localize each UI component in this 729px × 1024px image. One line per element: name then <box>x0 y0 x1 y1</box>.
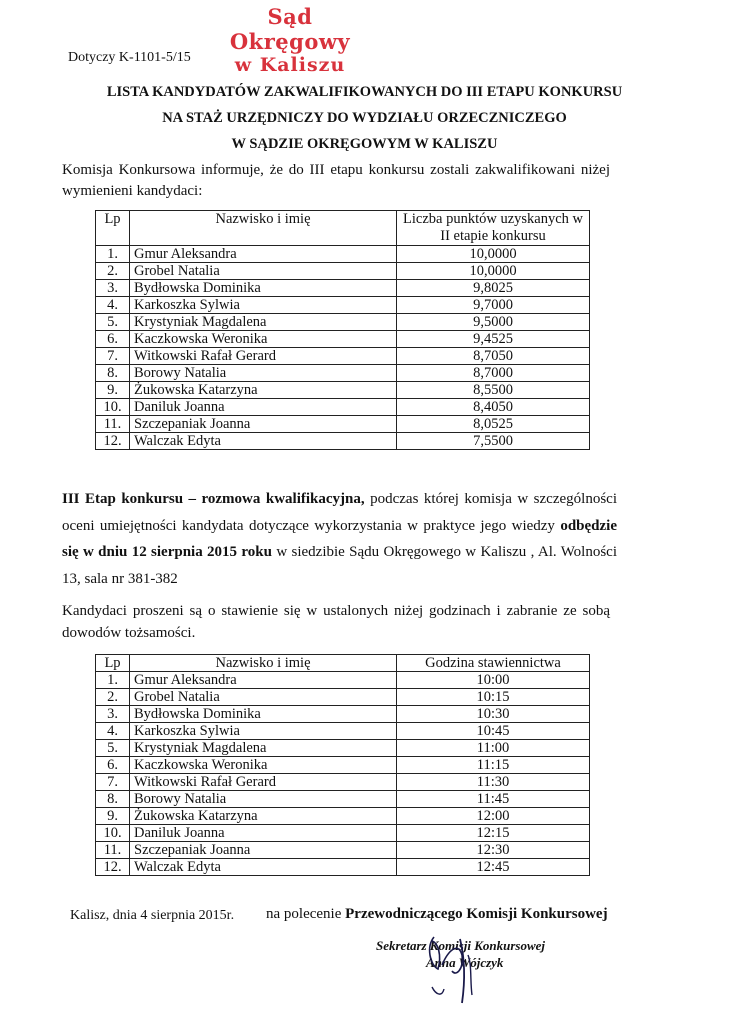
cell-value: 12:45 <box>397 859 590 876</box>
order-line <box>266 906 608 923</box>
court-stamp <box>205 4 375 76</box>
cell-name: Szczepaniak Joanna <box>130 416 397 433</box>
cell-lp: 12. <box>96 859 130 876</box>
points-table-row <box>96 348 590 365</box>
schedule-table-row <box>96 689 590 706</box>
cell-lp: 2. <box>96 689 130 706</box>
cell-value: 12:00 <box>397 808 590 825</box>
cell-lp: 8. <box>96 365 130 382</box>
cell-name: Kaczkowska Weronika <box>130 757 397 774</box>
cell-name: Borowy Natalia <box>130 365 397 382</box>
schedule-table-row <box>96 791 590 808</box>
cell-value: 10,0000 <box>397 263 590 280</box>
cell-lp: 10. <box>96 399 130 416</box>
cell-value: 11:30 <box>397 774 590 791</box>
stage-text-1: podczas której komisja w szczególności oceni umiejętności kandydata dotyczące wykorzystania w praktyce jego wiedzy <box>62 491 617 534</box>
points-table-row <box>96 263 590 280</box>
cell-value: 9,8025 <box>397 280 590 297</box>
cell-lp: 11. <box>96 842 130 859</box>
cell-name: Gmur Aleksandra <box>130 246 397 263</box>
schedule-table-row <box>96 808 590 825</box>
schedule-table-row <box>96 723 590 740</box>
cell-value: 10:45 <box>397 723 590 740</box>
cell-lp: 6. <box>96 757 130 774</box>
handwritten-signature-icon <box>412 925 492 1005</box>
reference-number: Dotyczy K-1101-5/15 <box>68 50 191 65</box>
cell-lp: 12. <box>96 433 130 450</box>
cell-lp: 4. <box>96 297 130 314</box>
stage-location: w siedzibie Sądu Okręgowego w Kaliszu , Al. Wolności 13, sala nr 381-382 <box>62 544 618 587</box>
signature-title: Sekretarz Komisji Konkursowej <box>376 938 546 953</box>
points-table-row <box>96 297 590 314</box>
points-table-body <box>96 246 590 450</box>
signature-name: Anna Wójczyk <box>426 955 504 970</box>
cell-lp: 1. <box>96 246 130 263</box>
points-table <box>95 210 590 450</box>
order-chairman: Przewodniczącego Komisji Konkursowej <box>345 906 608 922</box>
cell-value: 8,5500 <box>397 382 590 399</box>
cell-value: 10,0000 <box>397 246 590 263</box>
header-points: Liczba punktów uzyskanych w II etapie konkursu <box>397 211 590 246</box>
cell-value: 7,5500 <box>397 433 590 450</box>
title-line-3: W SĄDZIE OKRĘGOWYM W KALISZU <box>231 136 498 152</box>
cell-value: 12:30 <box>397 842 590 859</box>
cell-lp: 5. <box>96 740 130 757</box>
cell-name: Karkoszka Sylwia <box>130 297 397 314</box>
points-table-row <box>96 246 590 263</box>
points-table-row <box>96 416 590 433</box>
order-prefix: na polecenie <box>266 906 346 922</box>
header-lp: Lp <box>96 211 130 246</box>
cell-value: 8,0525 <box>397 416 590 433</box>
cell-value: 9,5000 <box>397 314 590 331</box>
schedule-table-header <box>96 655 590 672</box>
schedule-table-row <box>96 774 590 791</box>
header-time: Godzina stawiennictwa <box>397 655 590 672</box>
cell-name: Krystyniak Magdalena <box>130 740 397 757</box>
schedule-table-row <box>96 706 590 723</box>
cell-name: Bydłowska Dominika <box>130 706 397 723</box>
stamp-line-1: Sąd Okręgowy <box>229 4 351 54</box>
cell-value: 8,4050 <box>397 399 590 416</box>
cell-value: 8,7050 <box>397 348 590 365</box>
points-table-row <box>96 433 590 450</box>
schedule-table-row <box>96 740 590 757</box>
cell-name: Witkowski Rafał Gerard <box>130 774 397 791</box>
cell-name: Walczak Edyta <box>130 859 397 876</box>
cell-value: 11:45 <box>397 791 590 808</box>
points-table-row <box>96 399 590 416</box>
cell-name: Szczepaniak Joanna <box>130 842 397 859</box>
cell-lp: 7. <box>96 348 130 365</box>
points-table-row <box>96 280 590 297</box>
stage-title: III Etap konkursu – rozmowa kwalifikacyjna, <box>62 491 365 507</box>
points-table-header <box>96 211 590 246</box>
schedule-table-body <box>96 672 590 876</box>
cell-lp: 8. <box>96 791 130 808</box>
cell-lp: 3. <box>96 280 130 297</box>
schedule-table-row <box>96 825 590 842</box>
title-line-2: NA STAŻ URZĘDNICZY DO WYDZIAŁU ORZECZNICZEGO <box>162 110 567 126</box>
cell-name: Witkowski Rafał Gerard <box>130 348 397 365</box>
cell-name: Grobel Natalia <box>130 263 397 280</box>
points-table-row <box>96 314 590 331</box>
stage-date: odbędzie się w dniu 12 sierpnia 2015 roku <box>62 517 617 560</box>
cell-name: Daniluk Joanna <box>130 825 397 842</box>
cell-value: 8,7000 <box>397 365 590 382</box>
cell-name: Walczak Edyta <box>130 433 397 450</box>
schedule-table <box>95 654 590 876</box>
stage-paragraph <box>62 486 617 592</box>
header-name: Nazwisko i imię <box>130 211 397 246</box>
cell-name: Bydłowska Dominika <box>130 280 397 297</box>
points-table-row <box>96 365 590 382</box>
cell-value: 10:15 <box>397 689 590 706</box>
cell-lp: 1. <box>96 672 130 689</box>
cell-lp: 2. <box>96 263 130 280</box>
cell-lp: 4. <box>96 723 130 740</box>
cell-value: 12:15 <box>397 825 590 842</box>
cell-lp: 3. <box>96 706 130 723</box>
cell-name: Daniluk Joanna <box>130 399 397 416</box>
cell-name: Żukowska Katarzyna <box>130 808 397 825</box>
cell-name: Kaczkowska Weronika <box>130 331 397 348</box>
cell-lp: 6. <box>96 331 130 348</box>
cell-value: 9,4525 <box>397 331 590 348</box>
cell-lp: 9. <box>96 382 130 399</box>
schedule-table-row <box>96 757 590 774</box>
cell-value: 10:30 <box>397 706 590 723</box>
cell-lp: 10. <box>96 825 130 842</box>
cell-lp: 9. <box>96 808 130 825</box>
cell-value: 10:00 <box>397 672 590 689</box>
intro-paragraph: Komisja Konkursowa informuje, że do III etapu konkursu zostali zakwalifikowani niżej wymienieni kandydaci: <box>62 162 610 199</box>
cell-name: Karkoszka Sylwia <box>130 723 397 740</box>
cell-value: 11:15 <box>397 757 590 774</box>
cell-lp: 11. <box>96 416 130 433</box>
cell-name: Borowy Natalia <box>130 791 397 808</box>
cell-name: Grobel Natalia <box>130 689 397 706</box>
cell-name: Żukowska Katarzyna <box>130 382 397 399</box>
title-line-1: LISTA KANDYDATÓW ZAKWALIFIKOWANYCH DO III ETAPU KONKURSU <box>106 84 623 100</box>
cell-value: 9,7000 <box>397 297 590 314</box>
schedule-table-row <box>96 672 590 689</box>
schedule-table-row <box>96 859 590 876</box>
cell-lp: 5. <box>96 314 130 331</box>
notice-paragraph: Kandydaci proszeni są o stawienie się w ustalonych niżej godzinach i zabranie ze sobą dowodów tożsamości. <box>62 603 610 641</box>
points-table-row <box>96 331 590 348</box>
header-name: Nazwisko i imię <box>130 655 397 672</box>
cell-name: Gmur Aleksandra <box>130 672 397 689</box>
cell-name: Krystyniak Magdalena <box>130 314 397 331</box>
points-table-row <box>96 382 590 399</box>
schedule-table-row <box>96 842 590 859</box>
place-date: Kalisz, dnia 4 sierpnia 2015r. <box>70 908 235 923</box>
header-lp: Lp <box>96 655 130 672</box>
stamp-line-2: w Kaliszu <box>234 54 346 76</box>
cell-lp: 7. <box>96 774 130 791</box>
cell-value: 11:00 <box>397 740 590 757</box>
